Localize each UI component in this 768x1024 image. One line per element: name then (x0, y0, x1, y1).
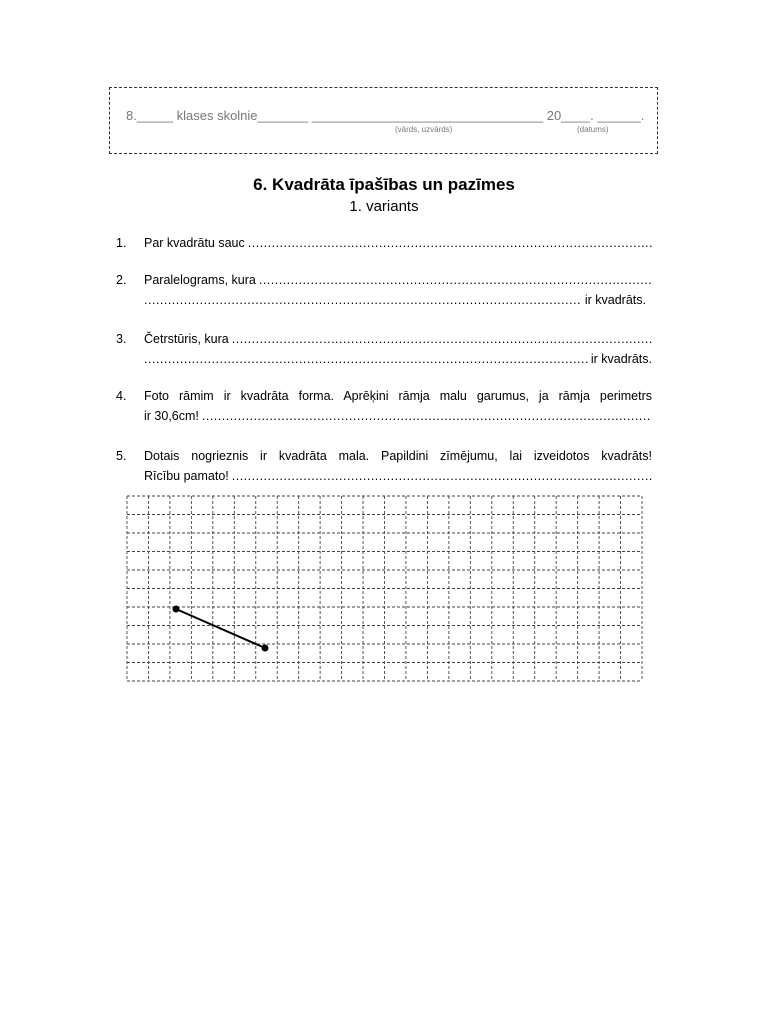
question-text-end: ir kvadrāts. (584, 293, 646, 307)
question-3 (116, 329, 652, 369)
question-number: 4. (116, 389, 127, 403)
question-text: Dotais nogrieznis ir kvadrāta mala. Papildini zīmējumu, lai izveidotos kvadrāts! (144, 449, 652, 463)
answer-line[interactable] (232, 329, 652, 349)
question-number: 2. (116, 273, 127, 287)
question-2 (116, 270, 652, 310)
answer-line[interactable] (259, 270, 652, 290)
worksheet-variant: 1. variants (349, 198, 419, 215)
question-text: Četrstūris, kura (144, 332, 229, 346)
question-5 (116, 446, 652, 486)
question-number: 3. (116, 332, 127, 346)
question-text: Foto rāmim ir kvadrāta forma. Aprēķini rāmja malu garumus, ja rāmja perimetrs (144, 389, 652, 403)
question-text-cont: ir 30,6cm! (144, 409, 199, 423)
drawing-grid[interactable] (126, 495, 644, 685)
answer-line[interactable] (232, 466, 652, 486)
answer-line[interactable] (144, 349, 588, 369)
question-text: Paralelograms, kura (144, 273, 256, 287)
question-text-cont: Rīcību pamato! (144, 469, 229, 483)
worksheet-title: 6. Kvadrāta īpašības un pazīmes (253, 175, 515, 194)
student-info-line: 8._____ klases skolnie_______ ________________________________ 20____. ______. (126, 108, 645, 123)
answer-line[interactable] (144, 290, 582, 310)
segment-endpoint (262, 645, 269, 652)
name-hint: (vārds, uzvārds) (395, 125, 453, 134)
question-text-end: ir kvadrāts. (590, 352, 652, 366)
answer-line[interactable] (248, 233, 652, 253)
question-text: Par kvadrātu sauc (144, 236, 245, 250)
answer-line[interactable] (202, 406, 652, 426)
segment-endpoint (173, 606, 180, 613)
question-1 (116, 233, 652, 253)
question-4 (116, 386, 652, 426)
student-info-box (109, 87, 658, 154)
date-hint: (datums) (577, 125, 609, 134)
question-number: 5. (116, 449, 127, 463)
question-number: 1. (116, 236, 127, 250)
given-segment (176, 609, 265, 648)
